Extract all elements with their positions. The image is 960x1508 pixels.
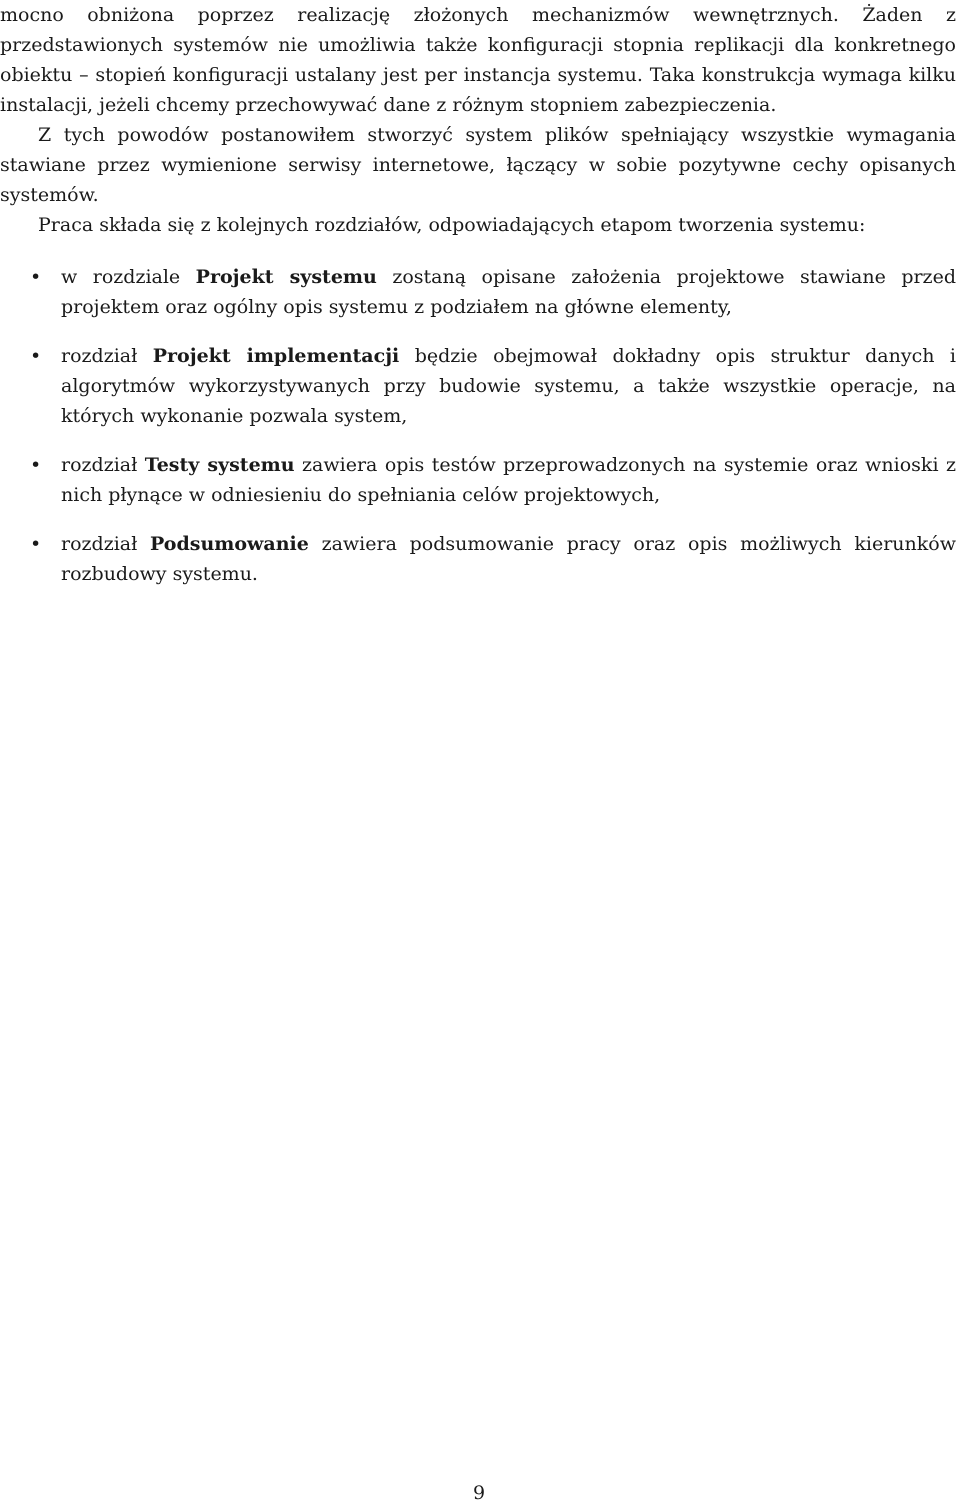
list-item-prefix: rozdział	[61, 454, 145, 476]
bullet-icon: •	[30, 454, 42, 476]
chapter-title: Testy systemu	[144, 454, 295, 476]
list-item-text: zostaną opisane założenia projektowe stawiane przed projektem oraz ogólny opis systemu z podziałem na główne elementy,	[61, 266, 956, 318]
list-item	[0, 529, 956, 589]
chapter-title: Podsumowanie	[150, 533, 309, 555]
list-item-text: zawiera opis testów przeprowadzonych na systemie oraz wnioski z nich płynące w odniesieniu do spełniania celów projektowych,	[61, 454, 956, 506]
list-item-prefix: rozdział	[61, 533, 151, 555]
list-item	[0, 341, 956, 431]
bullet-icon: •	[30, 266, 42, 288]
chapter-title: Projekt systemu	[195, 266, 377, 288]
list-item	[0, 450, 956, 510]
paragraph-3: Praca składa się z kolejnych rozdziałów, odpowiadających etapom tworzenia systemu:	[38, 214, 866, 236]
bullet-icon: •	[30, 345, 42, 367]
page-body	[0, 0, 956, 608]
paragraph-1: mocno obniżona poprzez realizację złożonych mechanizmów wewnętrznych. Żaden z przedstawionych systemów nie umożliwia także konfiguracji stopnia replikacji dla konkretnego obiektu – stopień konfiguracji ustalany jest per instancja systemu. Taka konstrukcja wymaga kilku instalacji, jeżeli chcemy przechowywać dane z różnym stopniem zabezpieczenia.	[0, 4, 956, 116]
list-item	[0, 262, 956, 322]
page-number: 9	[472, 1482, 486, 1504]
list-item-prefix: rozdział	[61, 345, 153, 367]
chapter-title: Projekt implementacji	[152, 345, 400, 367]
paragraph-2: Z tych powodów postanowiłem stworzyć system plików spełniający wszystkie wymagania stawiane przez wymienione serwisy internetowe, łączący w sobie pozytywne cechy opisanych systemów.	[0, 124, 956, 206]
chapter-list	[0, 262, 956, 589]
list-item-prefix: w rozdziale	[61, 266, 196, 288]
list-item-text: będzie obejmował dokładny opis struktur danych i algorytmów wykorzystywanych przy budowie systemu, a także wszystkie operacje, na których wykonanie pozwala system,	[61, 345, 956, 427]
list-item-text: zawiera podsumowanie pracy oraz opis możliwych kierunków rozbudowy systemu.	[61, 533, 956, 585]
bullet-icon: •	[30, 533, 42, 555]
